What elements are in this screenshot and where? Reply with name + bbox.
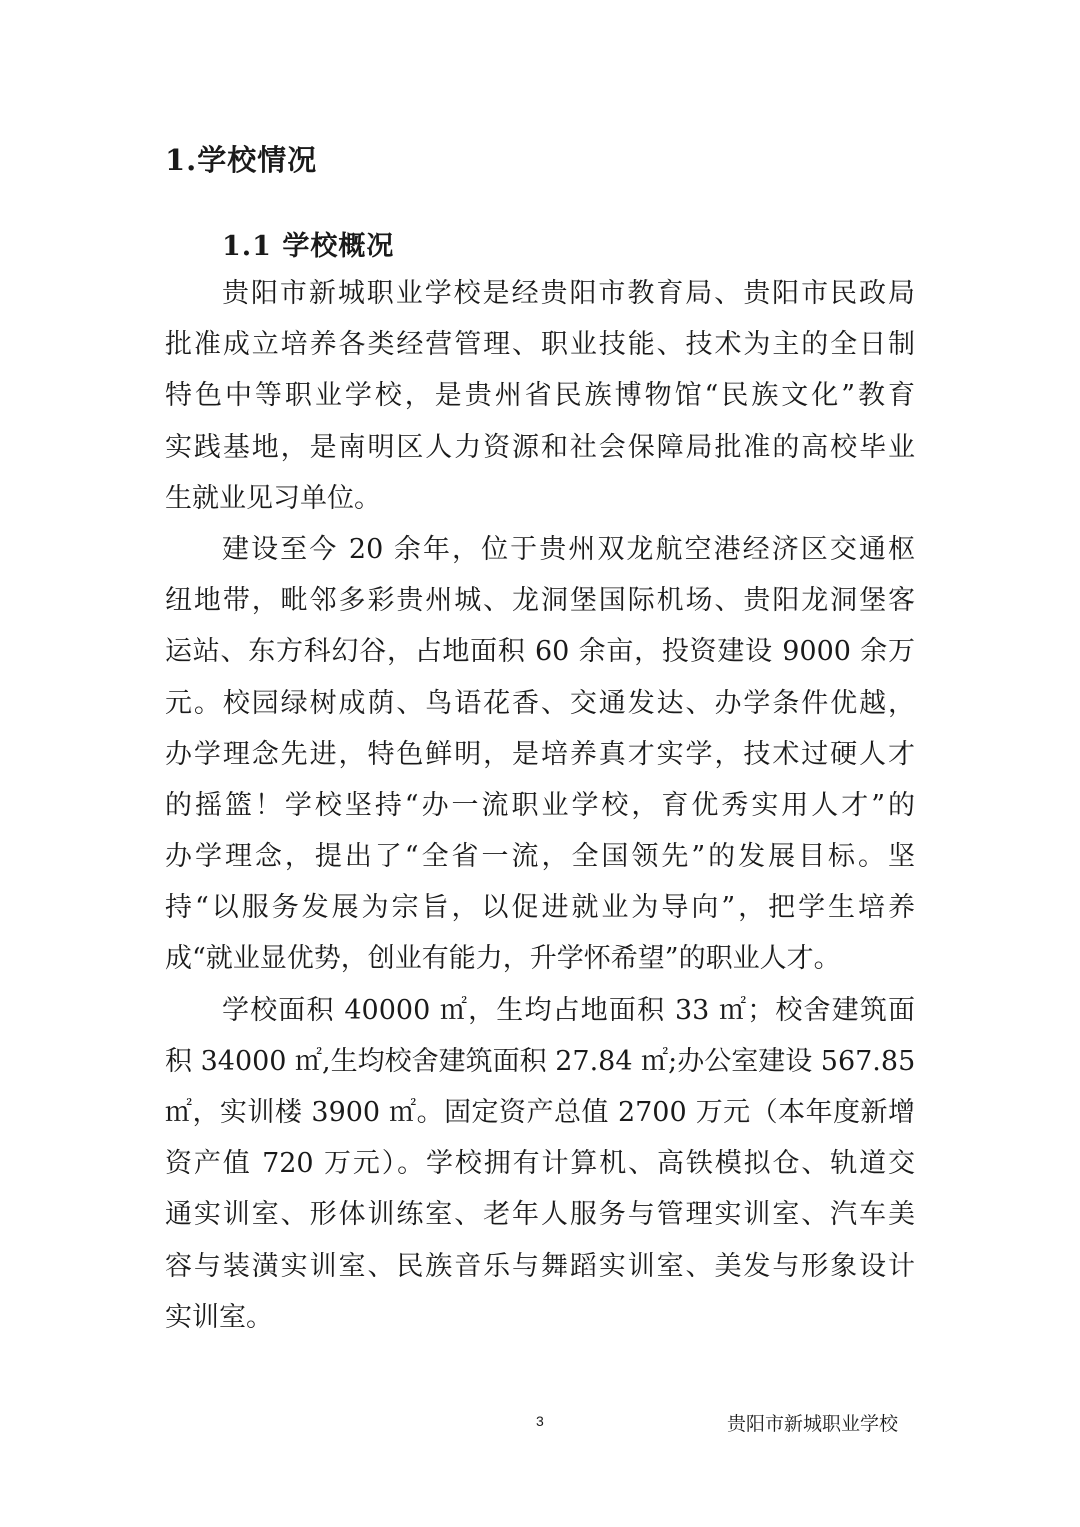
paragraph-line: 通实训室、形体训练室、老年人服务与管理实训室、汽车美 (165, 1199, 915, 1231)
paragraph-line: 实践基地，是南明区人力资源和社会保障局批准的高校毕业 (165, 431, 915, 463)
paragraph-line: 特色中等职业学校，是贵州省民族博物馆“民族文化”教育 (165, 380, 915, 412)
paragraph-line: 建设至今 20 余年，位于贵州双龙航空港经济区交通枢 (222, 533, 915, 565)
paragraph-line: 的摇篮！学校坚持“办一流职业学校，育优秀实用人才”的 (165, 789, 915, 821)
paragraph-line: 运站、东方科幻谷，占地面积 60 余亩，投资建设 9000 余万 (165, 636, 915, 668)
paragraph-line: 办学理念，提出了“全省一流，全国领先”的发展目标。坚 (165, 841, 915, 873)
body-text (165, 268, 915, 1343)
page-number: 3 (536, 1413, 544, 1429)
paragraph-line: 纽地带，毗邻多彩贵州城、龙洞堡国际机场、贵阳龙洞堡客 (165, 585, 915, 617)
paragraph-line: 成“就业显优势，创业有能力，升学怀希望”的职业人才。 (165, 943, 841, 975)
paragraph-line: 持“以服务发展为宗旨，以促进就业为导向”，把学生培养 (165, 892, 915, 924)
paragraph-line: 容与装潢实训室、民族音乐与舞蹈实训室、美发与形象设计 (165, 1250, 915, 1282)
paragraph-line: 积 34000 ㎡,生均校舍建筑面积 27.84 ㎡;办公室建设 567.85 (165, 1045, 916, 1077)
paragraph-line: 生就业见习单位。 (165, 482, 381, 514)
paragraph-line: 实训室。 (165, 1301, 273, 1333)
footer-school-name: 贵阳市新城职业学校 (727, 1413, 899, 1435)
paragraph-line: 贵阳市新城职业学校是经贵阳市教育局、贵阳市民政局 (222, 278, 915, 309)
paragraph-line: 批准成立培养各类经营管理、职业技能、技术为主的全日制 (165, 329, 915, 361)
paragraph-line: 元。校园绿树成荫、鸟语花香、交通发达、办学条件优越， (165, 687, 915, 719)
paragraph-line: 办学理念先进，特色鲜明，是培养真才实学，技术过硬人才 (165, 738, 915, 770)
paragraph-line: 学校面积 40000 ㎡，生均占地面积 33 ㎡；校舍建筑面 (222, 994, 915, 1026)
paragraph-line: 资产值 720 万元）。学校拥有计算机、高铁模拟仓、轨道交 (165, 1148, 915, 1180)
section-heading: 1.学校情况 (165, 143, 318, 177)
paragraph-line: ㎡，实训楼 3900 ㎡。固定资产总值 2700 万元（本年度新增 (165, 1097, 915, 1128)
subsection-heading: 1.1 学校概况 (222, 231, 395, 262)
